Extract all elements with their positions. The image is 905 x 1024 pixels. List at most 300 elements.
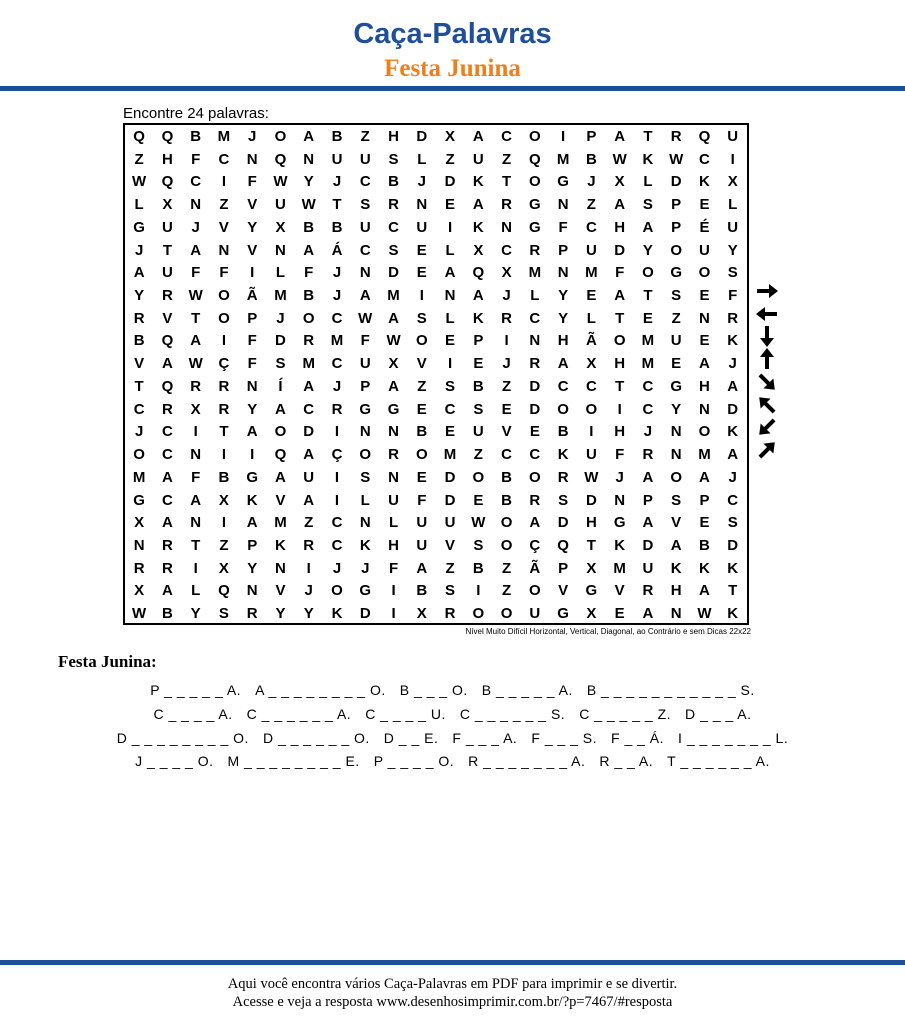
grid-cell: J [134, 241, 144, 259]
grid-cell: N [614, 491, 626, 509]
clue-line [0, 752, 905, 770]
grid-cell: V [134, 355, 145, 373]
grid-cell: X [586, 355, 597, 373]
grid-cell: A [133, 264, 145, 282]
grid-cell: U [444, 514, 456, 532]
grid-cell: Í [278, 377, 283, 395]
grid-cell: R [218, 400, 230, 418]
grid-cell: X [416, 605, 427, 623]
grid-cell: R [161, 287, 173, 305]
grid-cell: R [557, 468, 569, 486]
grid-cell: K [472, 173, 484, 191]
grid-cell: R [529, 491, 541, 509]
grid-cell: Z [502, 559, 512, 577]
grid-cell: T [191, 309, 201, 327]
grid-cell: U [416, 536, 428, 554]
clue-line [0, 729, 905, 747]
grid-cell: F [191, 468, 201, 486]
grid-cell: E [614, 605, 625, 623]
grid-cell: H [557, 332, 569, 350]
grid-cell: S [360, 196, 371, 214]
bottom-divider [0, 960, 905, 965]
grid-row [125, 558, 747, 581]
grid-cell: R [331, 400, 343, 418]
grid-row [125, 512, 747, 535]
grid-cell: X [218, 559, 229, 577]
word-search-grid [123, 123, 749, 625]
grid-cell: J [134, 423, 144, 441]
grid-cell: E [642, 309, 653, 327]
grid-cell: G [613, 514, 626, 532]
clue-item: F _ _ Á. [611, 730, 665, 746]
grid-cell: A [557, 355, 569, 373]
grid-cell: Z [134, 150, 144, 168]
clue-item: R _ _ A. [599, 753, 654, 769]
grid-row [125, 285, 747, 308]
grid-cell: B [388, 173, 399, 191]
grid-cell: Q [274, 150, 287, 168]
grid-cell: O [670, 468, 683, 486]
grid-cell: V [416, 355, 427, 373]
grid-cell: O [133, 446, 145, 464]
grid-cell: F [558, 218, 568, 236]
grid-row [125, 421, 747, 444]
grid-cell: A [642, 468, 654, 486]
grid-row [125, 399, 747, 422]
grid-cell: K [642, 150, 654, 168]
grid-cell: D [444, 491, 456, 509]
grid-cell: Q [161, 332, 174, 350]
grid-cell: K [557, 446, 569, 464]
grid-cell: N [557, 264, 569, 282]
grid-cell: B [472, 559, 484, 577]
grid-cell: P [586, 128, 597, 145]
grid-cell: A [388, 377, 399, 395]
grid-cell: A [670, 536, 682, 554]
grid-cell: F [191, 150, 201, 168]
grid-cell: R [161, 559, 173, 577]
grid-cell: A [275, 400, 286, 418]
grid-cell: S [642, 196, 653, 214]
grid-cell: I [561, 128, 566, 145]
grid-cell: O [529, 582, 541, 600]
grid-cell: R [642, 446, 654, 464]
grid-cell: B [218, 468, 230, 486]
clue-item: C _ _ _ _ A. [153, 706, 233, 722]
grid-cell: F [219, 264, 229, 282]
grid-cell: Z [502, 377, 512, 395]
grid-cell: S [671, 287, 682, 305]
grid-cell: V [275, 582, 286, 600]
grid-row [125, 240, 747, 263]
grid-cell: H [699, 377, 710, 395]
grid-cell: T [615, 309, 625, 327]
grid-cell: Q [161, 377, 174, 395]
grid-cell: V [218, 218, 229, 236]
grid-cell: D [642, 536, 654, 554]
grid-cell: X [586, 605, 597, 623]
clue-item: B _ _ _ O. [399, 682, 468, 698]
grid-cell: O [331, 582, 343, 600]
arrow-up-icon [752, 348, 782, 370]
grid-cell: Ç [529, 536, 541, 554]
grid-cell: K [699, 559, 710, 577]
grid-cell: N [529, 332, 541, 350]
grid-cell: B [416, 582, 428, 600]
grid-cell: C [161, 423, 173, 441]
grid-cell: I [221, 332, 227, 350]
grid-cell: L [388, 514, 399, 532]
grid-row [125, 467, 747, 490]
grid-cell: X [190, 400, 201, 418]
grid-cell: C [161, 491, 173, 509]
grid-cell: Ç [218, 355, 230, 373]
grid-cell: C [218, 150, 230, 168]
grid-cell: T [615, 377, 625, 395]
grid-cell: T [219, 423, 229, 441]
grid-cell: J [417, 173, 426, 191]
footer-line-1: Aqui você encontra vários Caça-Palavras em PDF para imprimir e se divertir. [227, 976, 678, 992]
grid-cell: O [698, 423, 711, 441]
grid-cell: O [472, 605, 485, 623]
grid-cell: P [558, 241, 569, 259]
grid-cell: L [586, 309, 596, 327]
grid-cell: O [529, 468, 541, 486]
grid-row [125, 535, 747, 558]
grid-cell: H [585, 514, 597, 532]
grid-cell: V [247, 196, 258, 214]
grid-cell: J [332, 559, 342, 577]
grid-cell: L [417, 150, 427, 168]
grid-cell: U [359, 218, 371, 236]
grid-cell: B [416, 423, 428, 441]
grid-cell: N [444, 287, 456, 305]
clues-title: Festa Junina: [58, 652, 157, 671]
grid-cell: O [557, 400, 569, 418]
grid-cell: M [613, 559, 626, 577]
grid-cell: X [445, 128, 456, 145]
grid-cell: R [444, 605, 456, 623]
clue-item: P _ _ _ _ _ A. [150, 682, 242, 698]
clue-item: P _ _ _ _ O. [373, 753, 455, 769]
grid-cell: T [643, 287, 653, 305]
grid-cell: O [585, 400, 598, 418]
grid-cell: S [727, 264, 738, 282]
grid-cell: N [388, 423, 399, 441]
grid-cell: Ã [529, 559, 541, 577]
grid-cell: G [585, 582, 598, 600]
grid-cell: Ã [246, 287, 258, 305]
grid-cell: H [670, 582, 682, 600]
grid-cell: I [193, 423, 198, 441]
grid-cell: H [161, 150, 173, 168]
grid-cell: I [617, 400, 622, 418]
grid-cell: G [246, 468, 259, 486]
grid-cell: A [472, 287, 484, 305]
grid-cell: Y [671, 400, 682, 418]
grid-cell: T [586, 536, 596, 554]
grid-cell: D [727, 536, 739, 554]
grid-cell: E [445, 332, 456, 350]
grid-cell: V [614, 582, 625, 600]
grid-cell: Q [161, 173, 174, 191]
grid-cell: B [501, 491, 512, 509]
grid-cell: S [218, 605, 229, 623]
grid-cell: B [699, 536, 710, 554]
grid-row [125, 353, 747, 376]
grid-cell: K [472, 309, 484, 327]
grid-cell: U [472, 150, 484, 168]
grid-cell: X [134, 582, 145, 600]
grid-cell: W [188, 355, 203, 373]
grid-cell: I [250, 264, 255, 282]
grid-cell: L [134, 196, 144, 214]
grid-cell: C [501, 128, 512, 145]
grid-cell: G [670, 264, 683, 282]
clue-item: F _ _ _ A. [452, 730, 518, 746]
grid-cell: C [303, 400, 315, 418]
grid-cell: G [529, 196, 541, 214]
grid-cell: E [699, 332, 710, 350]
grid-cell: D [416, 128, 428, 145]
grid-cell: E [445, 196, 456, 214]
grid-cell: F [304, 264, 314, 282]
grid-cell: I [447, 218, 453, 236]
clue-item: D _ _ E. [383, 730, 439, 746]
grid-cell: C [699, 150, 710, 168]
footer-line-2: Acesse e veja a resposta www.desenhosimprimir.com.br/?p=7467/#resposta [232, 994, 673, 1010]
grid-cell: A [529, 514, 541, 532]
grid-cell: G [529, 218, 541, 236]
clue-item: D _ _ _ _ _ _ _ _ O. [116, 730, 249, 746]
grid-row [125, 126, 747, 149]
grid-cell: A [161, 582, 173, 600]
grid-cell: O [472, 468, 485, 486]
clue-item: I _ _ _ _ _ _ _ L. [678, 730, 789, 746]
grid-cell: J [361, 559, 370, 577]
grid-cell: O [500, 514, 513, 532]
grid-cell: A [190, 241, 202, 259]
grid-cell: A [303, 491, 315, 509]
grid-cell: D [727, 400, 739, 418]
grid-cell: Y [303, 605, 314, 623]
grid-cell: N [190, 196, 202, 214]
grid-cell: N [359, 423, 371, 441]
grid-cell: S [671, 491, 682, 509]
grid-cell: É [699, 218, 710, 236]
grid-cell: Z [473, 446, 483, 464]
grid-cell: A [161, 355, 173, 373]
grid-cell: B [331, 218, 343, 236]
grid-cell: N [133, 536, 145, 554]
grid-cell: W [584, 468, 599, 486]
grid-cell: C [642, 377, 654, 395]
grid-row [125, 603, 747, 626]
grid-cell: O [274, 128, 287, 145]
grid-cell: Z [360, 128, 370, 145]
grid-cell: Q [472, 264, 485, 282]
grid-cell: R [501, 196, 512, 214]
grid-cell: Y [558, 309, 569, 327]
grid-cell: R [303, 332, 315, 350]
grid-cell: S [360, 468, 371, 486]
grid-cell: O [274, 423, 287, 441]
clue-item: C _ _ _ _ _ Z. [579, 706, 672, 722]
grid-cell: D [359, 605, 371, 623]
grid-cell: A [699, 468, 710, 486]
grid-cell: I [193, 559, 198, 577]
grid-cell: E [699, 514, 710, 532]
grid-cell: B [501, 468, 512, 486]
grid-cell: O [698, 264, 711, 282]
grid-cell: U [331, 150, 343, 168]
grid-cell: F [388, 559, 399, 577]
grid-cell: A [303, 128, 315, 145]
arrow-down-right-icon [752, 371, 782, 393]
grid-cell: C [331, 309, 343, 327]
grid-cell: W [697, 605, 712, 623]
grid-cell: G [557, 173, 569, 191]
grid-cell: A [614, 128, 626, 145]
grid-cell: J [304, 582, 313, 600]
grid-cell: S [275, 355, 286, 373]
grid-cell: H [614, 355, 626, 373]
grid-cell: R [529, 355, 541, 373]
grid-cell: X [388, 355, 399, 373]
grid-cell: U [303, 468, 315, 486]
grid-cell: S [473, 536, 484, 554]
grid-cell: A [642, 605, 654, 623]
grid-cell: N [359, 514, 371, 532]
grid-cell: A [699, 355, 710, 373]
grid-cell: H [614, 218, 626, 236]
grid-cell: O [359, 446, 372, 464]
arrow-up-right-icon [752, 439, 782, 461]
grid-cell: R [388, 196, 399, 214]
grid-cell: E [473, 355, 484, 373]
top-divider [0, 86, 905, 91]
grid-cell: M [302, 355, 315, 373]
grid-cell: U [585, 446, 597, 464]
grid-cell: E [416, 400, 427, 418]
grid-cell: I [447, 355, 453, 373]
grid-cell: A [699, 582, 710, 600]
grid-cell: K [727, 423, 739, 441]
grid-cell: N [246, 582, 258, 600]
grid-cell: N [670, 605, 682, 623]
grid-cell: N [501, 218, 512, 236]
grid-cell: N [190, 446, 202, 464]
grid-cell: G [359, 400, 372, 418]
grid-cell: Z [671, 309, 681, 327]
grid-cell: Y [134, 287, 145, 305]
grid-cell: Z [445, 559, 455, 577]
grid-cell: P [247, 536, 258, 554]
grid-cell: O [500, 536, 513, 554]
grid-cell: K [331, 605, 343, 623]
grid-cell: M [641, 355, 655, 373]
clue-item: T _ _ _ _ _ _ A. [667, 753, 770, 769]
grid-cell: K [359, 536, 371, 554]
grid-cell: C [331, 355, 343, 373]
grid-cell: T [728, 582, 738, 600]
grid-cell: J [332, 264, 342, 282]
grid-cell: L [643, 173, 653, 191]
grid-cell: U [472, 423, 484, 441]
clue-item: B _ _ _ _ _ _ _ _ _ _ _ S. [586, 682, 755, 698]
grid-cell: A [727, 377, 739, 395]
grid-cell: B [557, 423, 569, 441]
grid-cell: N [190, 514, 202, 532]
grid-cell: O [529, 173, 541, 191]
grid-cell: J [332, 173, 342, 191]
grid-cell: M [387, 287, 400, 305]
grid-cell: Z [219, 196, 229, 214]
grid-cell: C [190, 173, 202, 191]
clue-item: J _ _ _ _ O. [135, 753, 214, 769]
grid-cell: I [306, 559, 311, 577]
grid-cell: A [190, 491, 202, 509]
grid-cell: B [133, 332, 145, 350]
grid-cell: A [359, 287, 371, 305]
grid-cell: R [388, 446, 399, 464]
grid-cell: W [132, 173, 147, 191]
grid-cell: A [161, 468, 173, 486]
grid-cell: O [642, 264, 654, 282]
grid-cell: N [275, 559, 286, 577]
grid-cell: X [218, 491, 229, 509]
instruction-text: Encontre 24 palavras: [123, 105, 269, 122]
grid-cell: G [387, 400, 400, 418]
grid-cell: J [587, 173, 596, 191]
grid-cell: L [728, 196, 738, 214]
grid-cell: K [727, 605, 739, 623]
grid-cell: H [614, 423, 626, 441]
grid-cell: D [388, 264, 399, 282]
grid-cell: J [728, 468, 737, 486]
grid-cell: O [670, 241, 683, 259]
grid-cell: A [642, 514, 654, 532]
grid-cell: A [416, 559, 428, 577]
grid-cell: W [132, 605, 147, 623]
grid-cell: R [133, 309, 145, 327]
grid-cell: C [642, 400, 654, 418]
grid-cell: R [501, 309, 512, 327]
grid-cell: T [332, 196, 342, 214]
grid-cell: N [557, 196, 569, 214]
grid-cell: I [334, 423, 340, 441]
grid-row [125, 194, 747, 217]
grid-cell: M [274, 514, 287, 532]
grid-cell: U [727, 128, 739, 145]
grid-cell: C [529, 446, 541, 464]
grid-cell: Y [247, 218, 258, 236]
grid-cell: Á [331, 241, 343, 259]
grid-cell: A [161, 514, 173, 532]
grid-cell: K [670, 559, 682, 577]
grid-cell: R [727, 309, 739, 327]
grid-cell: O [613, 332, 626, 350]
grid-cell: A [303, 241, 315, 259]
grid-cell: E [501, 400, 512, 418]
grid-cell: C [331, 536, 343, 554]
grid-cell: D [303, 423, 315, 441]
grid-cell: L [275, 264, 286, 282]
grid-row [125, 490, 747, 513]
grid-row [125, 444, 747, 467]
grid-cell: Z [219, 536, 229, 554]
grid-cell: A [275, 468, 286, 486]
